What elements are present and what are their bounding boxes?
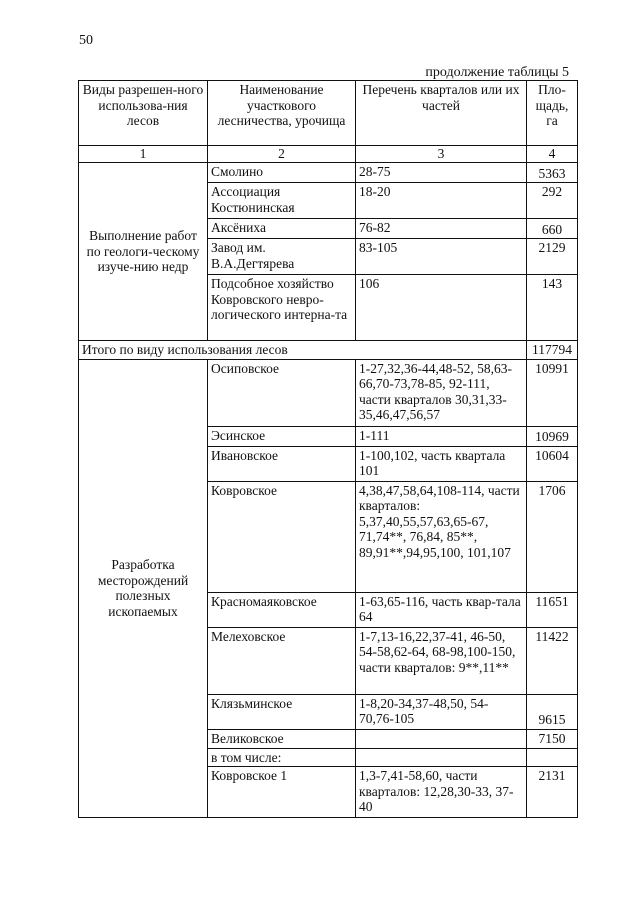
area-value: 2131	[527, 767, 578, 818]
forestry-name: Эсинское	[208, 426, 356, 446]
blocks-list: 1,3-7,41-58,60, части кварталов: 12,28,30-33, 37-40	[356, 767, 527, 818]
column-number: 1	[79, 146, 208, 163]
forestry-name: Клязьминское	[208, 694, 356, 729]
total-area: 117794	[527, 341, 578, 360]
forestry-name: в том числе:	[208, 748, 356, 767]
forestry-name: Ковровское	[208, 481, 356, 592]
forestry-name: Ивановское	[208, 446, 356, 481]
forestry-name: Аксёниха	[208, 219, 356, 239]
forestry-name: Завод им. В.А.Дегтярева	[208, 239, 356, 275]
use-type-geology: Выполнение работ по геологи-ческому изуче-нию недр	[79, 163, 208, 341]
table-row	[79, 359, 578, 426]
forestry-name: Подсобное хозяйство Ковровского невро-логического интерна-та	[208, 275, 356, 341]
blocks-list: 1-100,102, часть квартала 101	[356, 446, 527, 481]
area-value: 11422	[527, 627, 578, 694]
table-caption: продолжение таблицы 5	[425, 65, 569, 80]
use-type-mining: Разработка месторождений полезных ископаемых	[79, 359, 208, 818]
forestry-name: Смолино	[208, 163, 356, 183]
forestry-name: Красномаяковское	[208, 592, 356, 627]
area-value: 10991	[527, 359, 578, 426]
header-use-type: Виды разрешен-ного использова-ния лесов	[79, 81, 208, 146]
blocks-list: 28-75	[356, 163, 527, 183]
forestry-name: Осиповское	[208, 359, 356, 426]
area-value: 10969	[527, 426, 578, 446]
column-numbers-row	[79, 146, 578, 163]
blocks-list: 83-105	[356, 239, 527, 275]
area-value: 143	[527, 275, 578, 341]
area-value: 5363	[527, 163, 578, 183]
blocks-list	[356, 729, 527, 748]
area-value: 10604	[527, 446, 578, 481]
forestry-name: Великовское	[208, 729, 356, 748]
blocks-list: 1-63,65-116, часть квар-тала 64	[356, 592, 527, 627]
total-label: Итого по виду использования лесов	[79, 341, 527, 360]
forestry-name: Ассоциация Костюнинская	[208, 183, 356, 219]
forestry-name: Ковровское 1	[208, 767, 356, 818]
area-value: 660	[527, 219, 578, 239]
area-value: 2129	[527, 239, 578, 275]
table-row	[79, 163, 578, 183]
blocks-list: 1-8,20-34,37-48,50, 54-70,76-105	[356, 694, 527, 729]
column-number: 3	[356, 146, 527, 163]
column-number: 2	[208, 146, 356, 163]
area-value: 11651	[527, 592, 578, 627]
column-number: 4	[527, 146, 578, 163]
forest-use-table	[78, 80, 578, 818]
header-row	[79, 81, 578, 146]
area-value	[527, 748, 578, 767]
header-forestry-name: Наименование участкового лесничества, урочища	[208, 81, 356, 146]
page-number: 50	[79, 33, 93, 48]
area-value: 292	[527, 183, 578, 219]
forestry-name: Мелеховское	[208, 627, 356, 694]
blocks-list	[356, 748, 527, 767]
total-row	[79, 341, 578, 360]
blocks-list: 76-82	[356, 219, 527, 239]
area-value: 1706	[527, 481, 578, 592]
header-area: Пло-щадь, га	[527, 81, 578, 146]
blocks-list: 1-27,32,36-44,48-52, 58,63-66,70-73,78-85, 92-111, части кварталов 30,31,33-35,46,47,56,57	[356, 359, 527, 426]
blocks-list: 1-7,13-16,22,37-41, 46-50, 54-58,62-64, 68-98,100-150, части кварталов: 9**,11**	[356, 627, 527, 694]
area-value: 7150	[527, 729, 578, 748]
blocks-list: 1-111	[356, 426, 527, 446]
blocks-list: 106	[356, 275, 527, 341]
blocks-list: 18-20	[356, 183, 527, 219]
header-blocks-list: Перечень кварталов или их частей	[356, 81, 527, 146]
area-value: 9615	[527, 694, 578, 729]
blocks-list: 4,38,47,58,64,108-114, части кварталов: 5,37,40,55,57,63,65-67, 71,74**, 76,84, 85**, 89,91**,94,95,100, 101,107	[356, 481, 527, 592]
